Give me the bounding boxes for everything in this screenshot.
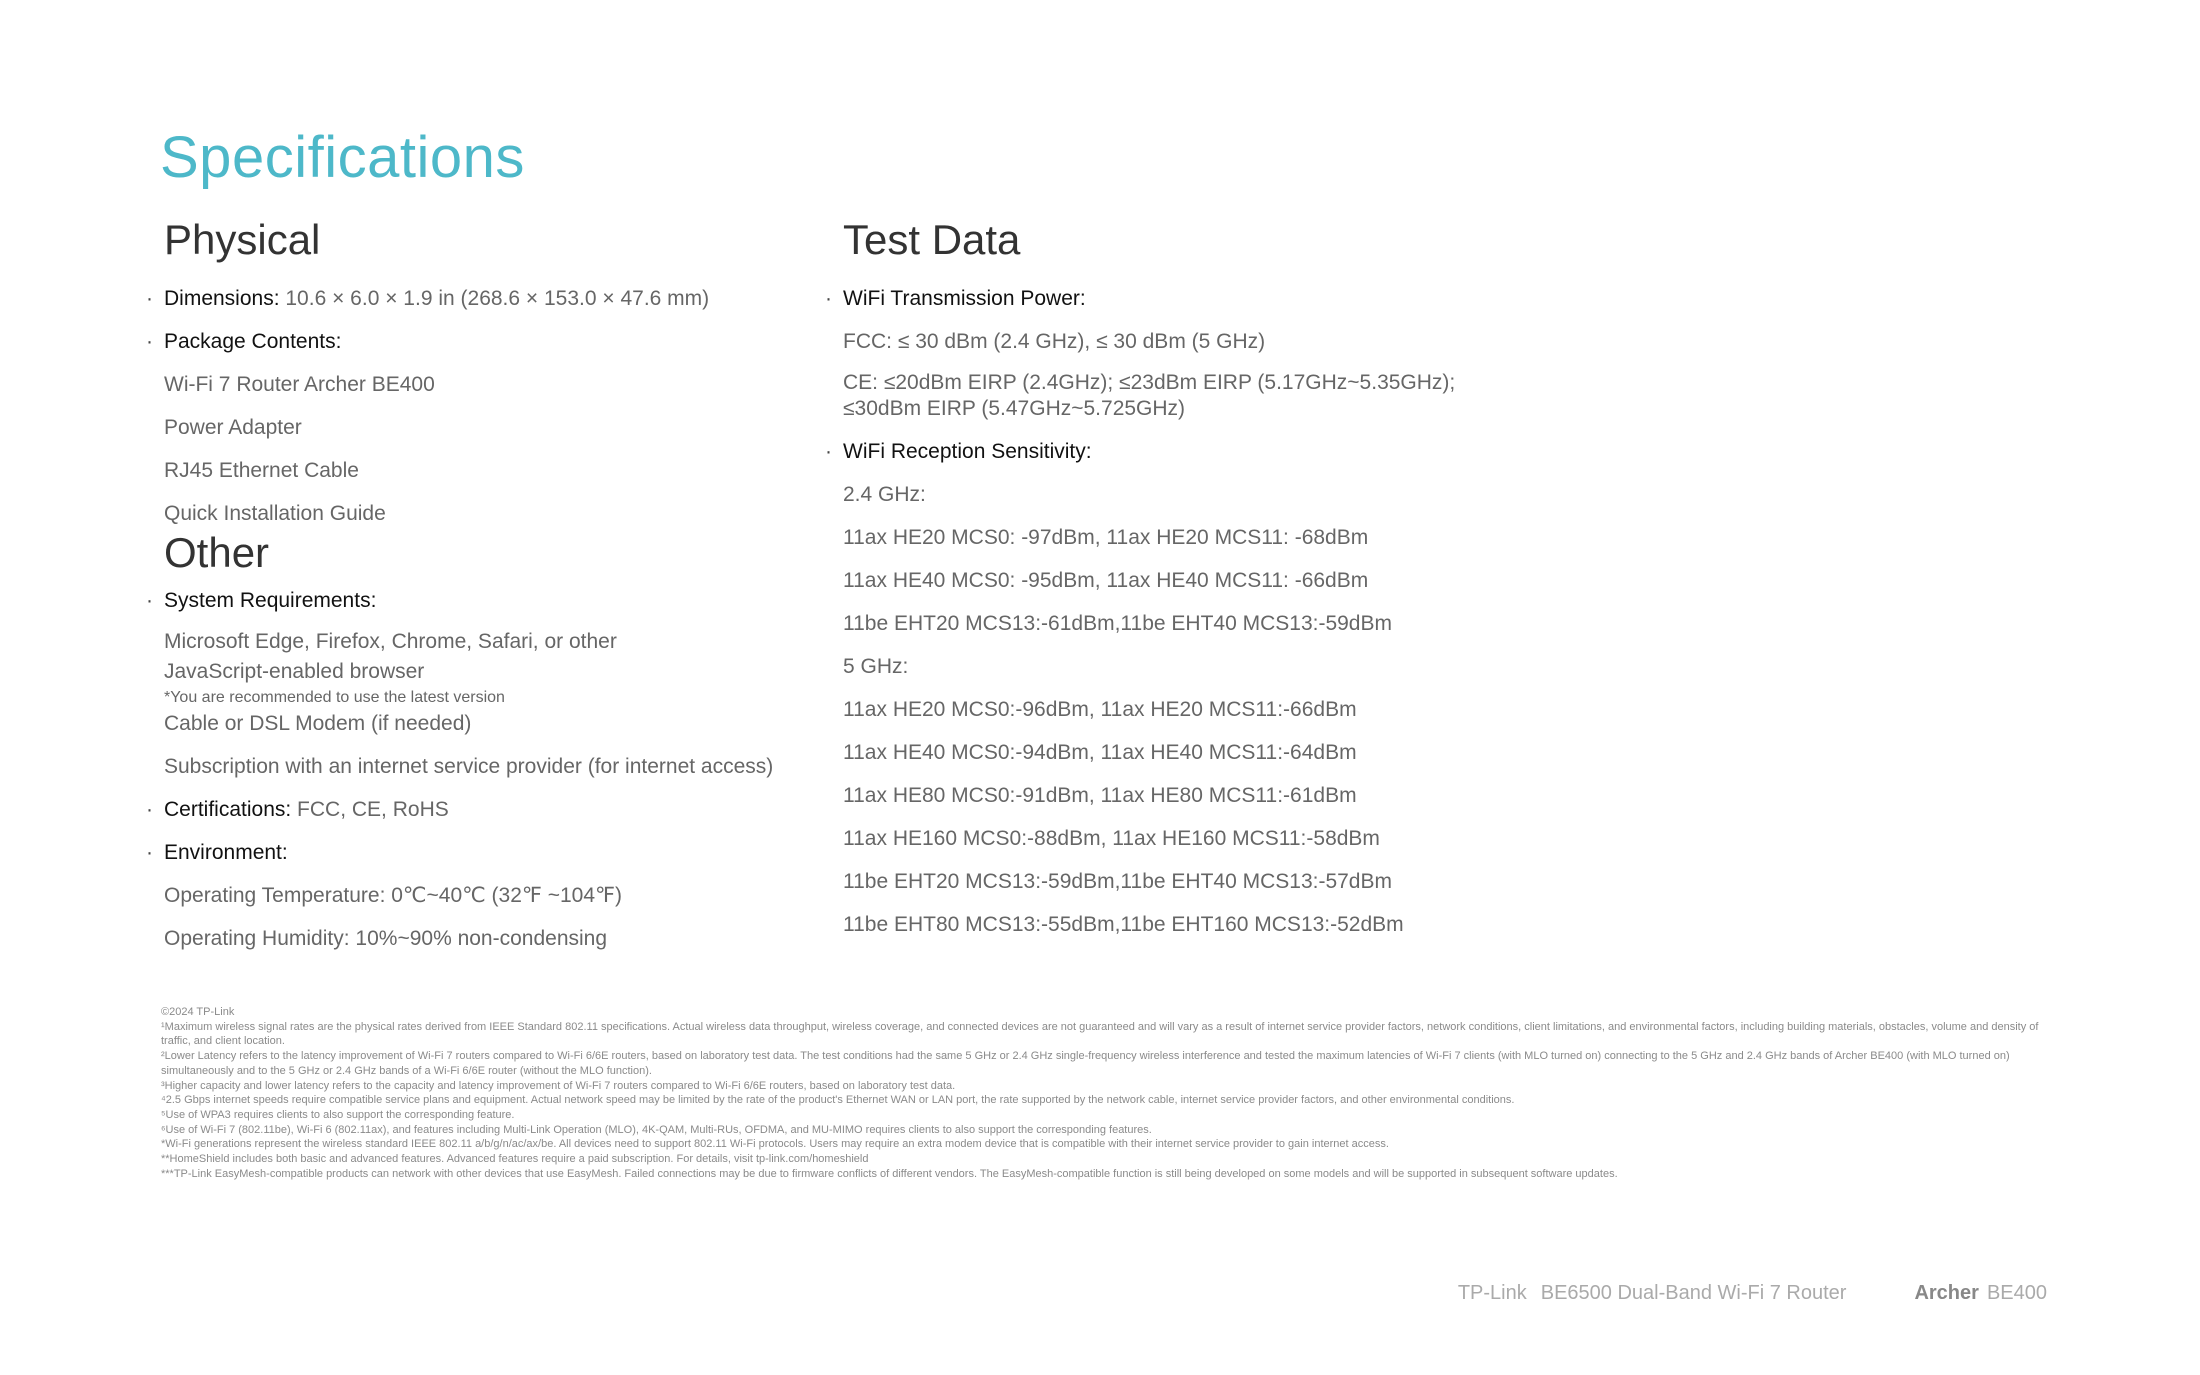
rx-sensitivity-item xyxy=(843,439,1563,465)
band-24-entry: 11ax HE20 MCS0: -97dBm, 11ax HE20 MCS11: -68dBm xyxy=(843,526,1369,549)
package-entry: Wi-Fi 7 Router Archer BE400 xyxy=(164,373,435,396)
tx-power-label: WiFi Transmission Power: xyxy=(843,287,1086,310)
package-label: Package Contents: xyxy=(164,330,342,353)
environment-label: Environment: xyxy=(164,841,288,864)
band-5-entry: 11be EHT80 MCS13:-55dBm,11be EHT160 MCS13:-52dBm xyxy=(843,913,1404,936)
subscription-entry: Subscription with an internet service provider (for internet access) xyxy=(164,755,774,778)
footnotes xyxy=(161,1005,2061,1181)
band-5-entry: 11ax HE160 MCS0:-88dBm, 11ax HE160 MCS11:-58dBm xyxy=(843,827,1380,850)
package-entry: Power Adapter xyxy=(164,416,302,439)
tx-power-item xyxy=(843,286,1563,312)
package-item xyxy=(164,329,804,355)
model-name: BE400 xyxy=(1986,1282,2047,1304)
brand-bar xyxy=(1458,1282,2047,1305)
rx-sensitivity-label: WiFi Reception Sensitivity: xyxy=(843,440,1092,463)
ce-entry xyxy=(843,370,1563,422)
footnote: ³Higher capacity and lower latency refers to the capacity and latency improvement of Wi-Fi 7 routers compared to Wi-Fi 6/6E routers, based on laboratory test data. xyxy=(161,1079,956,1092)
sysreq-note: *You are recommended to use the latest version xyxy=(164,689,505,706)
system-requirements-label: System Requirements: xyxy=(164,589,377,612)
other-heading: Other xyxy=(164,529,270,576)
package-entry: RJ45 Ethernet Cable xyxy=(164,459,359,482)
dimensions-item xyxy=(164,286,804,312)
environment-item xyxy=(164,840,804,866)
physical-heading: Physical xyxy=(164,216,321,263)
temperature-entry: Operating Temperature: 0℃~40℃ (32℉ ~104℉) xyxy=(164,884,622,907)
model-description: BE6500 Dual-Band Wi-Fi 7 Router xyxy=(1540,1282,1847,1304)
certifications-label: Certifications: xyxy=(164,798,292,821)
sysreq-line: Microsoft Edge, Firefox, Chrome, Safari, or other xyxy=(164,630,617,653)
footnote: ²Lower Latency refers to the latency improvement of Wi-Fi 7 routers compared to Wi-Fi 6/6E routers, based on laboratory test data. The test conditions had the same 5 GHz or 2.4 GHz single-frequency wireless interference and tested the maximum latencies of Wi-Fi 7 clients (with MLO turned on) connecting to the 5 GHz and 2.4 GHz bands of Archer BE400 (with MLO turned on) simultaneously and to the 5 GHz or 2.4 GHz bands of a Wi-Fi 6/6E router (without the MLO function). xyxy=(161,1050,2010,1077)
band-24-entry: 11be EHT20 MCS13:-61dBm,11be EHT40 MCS13:-59dBm xyxy=(843,612,1392,635)
footnote: ¹Maximum wireless signal rates are the physical rates derived from IEEE Standard 802.11 specifications. Actual wireless data throughput, wireless coverage, and connected devices are not guaranteed and will vary as a result of internet service provider factors, network conditions, client limitations, and environmental factors, including building materials, obstacles, volume and density of traffic, and client location. xyxy=(161,1020,2039,1048)
modem-entry: Cable or DSL Modem (if needed) xyxy=(164,712,472,735)
certifications-value: FCC, CE, RoHS xyxy=(291,798,449,821)
footnote: ⁴2.5 Gbps internet speeds require compatible service plans and equipment. Actual network speed may be limited by the rate of the product's Ethernet WAN or LAN port, the rate supported by the network cable, internet service provider factors, and other environmental conditions. xyxy=(161,1094,1515,1107)
footnote: ⁵Use of WPA3 requires clients to also support the corresponding feature. xyxy=(161,1108,515,1121)
band-5-label: 5 GHz: xyxy=(843,655,909,678)
fcc-entry: FCC: ≤ 30 dBm (2.4 GHz), ≤ 30 dBm (5 GHz) xyxy=(843,330,1266,353)
certifications-item xyxy=(164,797,804,823)
footnote: *Wi-Fi generations represent the wireless standard IEEE 802.11 a/b/g/n/ac/ax/be. All devices need to support 802.11 Wi-Fi protocols. Users may require an extra modem device that is compatible with their internet service provider to gain internet access. xyxy=(161,1138,1389,1151)
band-5-entry: 11be EHT20 MCS13:-59dBm,11be EHT40 MCS13:-57dBm xyxy=(843,870,1392,893)
left-column xyxy=(164,212,804,952)
copyright: ©2024 TP-Link xyxy=(161,1006,235,1018)
dimensions-label: Dimensions: xyxy=(164,287,280,310)
band-5-entry: 11ax HE80 MCS0:-91dBm, 11ax HE80 MCS11:-61dBm xyxy=(843,784,1357,807)
test-data-heading: Test Data xyxy=(843,216,1021,263)
system-requirements-item xyxy=(164,588,804,614)
ce-line: ≤30dBm EIRP (5.47GHz~5.725GHz) xyxy=(843,397,1186,420)
page-title: Specifications xyxy=(160,125,525,190)
band-5-entry: 11ax HE20 MCS0:-96dBm, 11ax HE20 MCS11:-66dBm xyxy=(843,698,1357,721)
footnote: ⁶Use of Wi-Fi 7 (802.11be), Wi-Fi 6 (802.11ax), and features including Multi-Link Operation (MLO), 4K-QAM, Multi-RUs, OFDMA, and MU-MIMO requires clients to also support the corresponding features. xyxy=(161,1123,1152,1136)
humidity-entry: Operating Humidity: 10%~90% non-condensing xyxy=(164,927,608,950)
footnote: **HomeShield includes both basic and advanced features. Advanced features require a paid subscription. For details, visit tp-link.com/homeshield xyxy=(161,1153,869,1166)
right-column xyxy=(843,212,1563,938)
dimensions-value: 10.6 × 6.0 × 1.9 in (268.6 × 153.0 × 47.6 mm) xyxy=(279,287,710,310)
package-entry: Quick Installation Guide xyxy=(164,502,386,525)
system-requirements-text xyxy=(164,627,804,687)
ce-line: CE: ≤20dBm EIRP (2.4GHz); ≤23dBm EIRP (5.17GHz~5.35GHz); xyxy=(843,371,1456,394)
band-24-label: 2.4 GHz: xyxy=(843,483,926,506)
band-5-entry: 11ax HE40 MCS0:-94dBm, 11ax HE40 MCS11:-64dBm xyxy=(843,741,1357,764)
footnote: ***TP-Link EasyMesh-compatible products can network with other devices that use EasyMesh. Failed connections may be due to firmware conflicts of different vendors. The EasyMesh-compatible function is still being developed on some models and will be supported in subsequent software updates. xyxy=(161,1167,1618,1180)
sysreq-line: JavaScript-enabled browser xyxy=(164,660,425,683)
company-name: TP-Link xyxy=(1457,1282,1527,1304)
series-name: Archer xyxy=(1914,1282,1979,1304)
band-24-entry: 11ax HE40 MCS0: -95dBm, 11ax HE40 MCS11: -66dBm xyxy=(843,569,1369,592)
